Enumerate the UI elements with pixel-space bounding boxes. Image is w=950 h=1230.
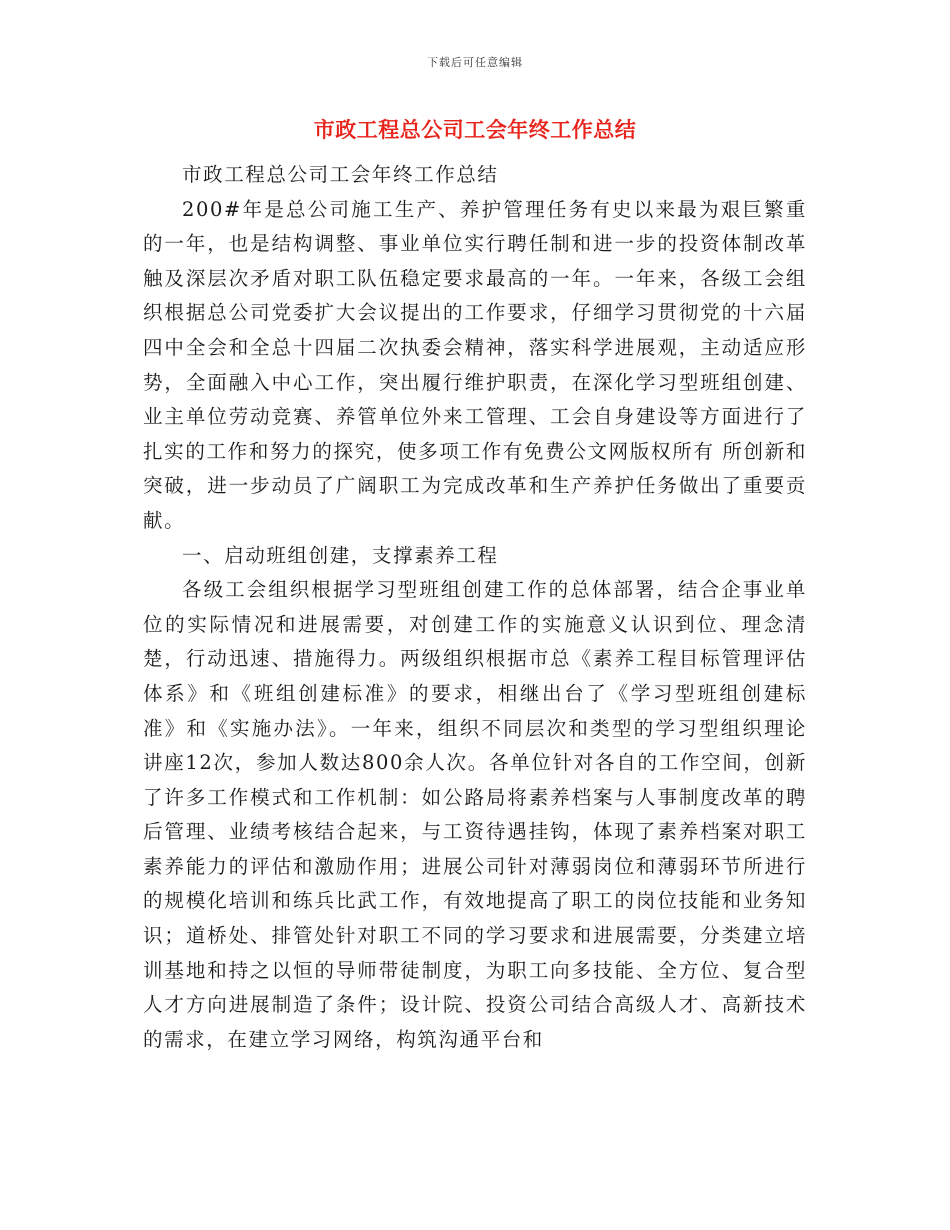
paragraph-intro: 200#年是总公司施工生产、养护管理任务有史以来最为艰巨繁重的一年，也是结构调整、事业单位实行聘任制和进一步的投资体制改革触及深层次矛盾对职工队伍稳定要求最高的一年。一年来，各级工会组织根据总公司党委扩大会议提出的工作要求，仔细学习贯彻党的十六届四中全会和全总十四届二次执委会精神，落实科学进展观，主动适应形势，全面融入中心工作，突出履行维护职责，在深化学习型班组创建、业主单位劳动竞赛、养管单位外来工管理、工会自身建设等方面进行了扎实的工作和努力的探究，使多项工作有免费公文网版权所有 所创新和突破，进一步动员了广阔职工为完成改革和生产养护任务做出了重要贡献。	[143, 197, 807, 532]
document-title: 市政工程总公司工会年终工作总结	[313, 118, 637, 142]
section-heading: 一、启动班组创建，支撑素养工程	[182, 543, 499, 567]
paragraph-subtitle: 市政工程总公司工会年终工作总结	[182, 163, 499, 186]
document-body	[143, 158, 807, 1057]
paragraph-section-one: 各级工会组织根据学习型班组创建工作的总体部署，结合企事业单位的实际情况和进展需要，对创建工作的实施意义认识到位、理念清楚，行动迅速、措施得力。两级组织根据市总《素养工程目标管理评估体系》和《班组创建标准》的要求，相继出台了《学习型班组创建标准》和《实施办法》。一年来，组织不同层次和类型的学习型组织理论讲座12次，参加人数达800余人次。各单位针对各自的工作空间，创新了许多工作模式和工作机制：如公路局将素养档案与人事制度改革的聘后管理、业绩考核结合起来，与工资待遇挂钩，体现了素养档案对职工素养能力的评估和激励作用；进展公司针对薄弱岗位和薄弱环节所进行的规模化培训和练兵比武工作，有效地提高了职工的岗位技能和业务知识；道桥处、排管处针对职工不同的学习要求和进展需要，分类建立培训基地和持之以恒的导师带徒制度，为职工向多技能、全方位、复合型人才方向进展制造了条件；设计院、投资公司结合高级人才、高新技术的需求，在建立学习网络，构筑沟通平台和	[143, 578, 807, 1051]
header-note: 下载后可任意编辑	[427, 56, 523, 69]
